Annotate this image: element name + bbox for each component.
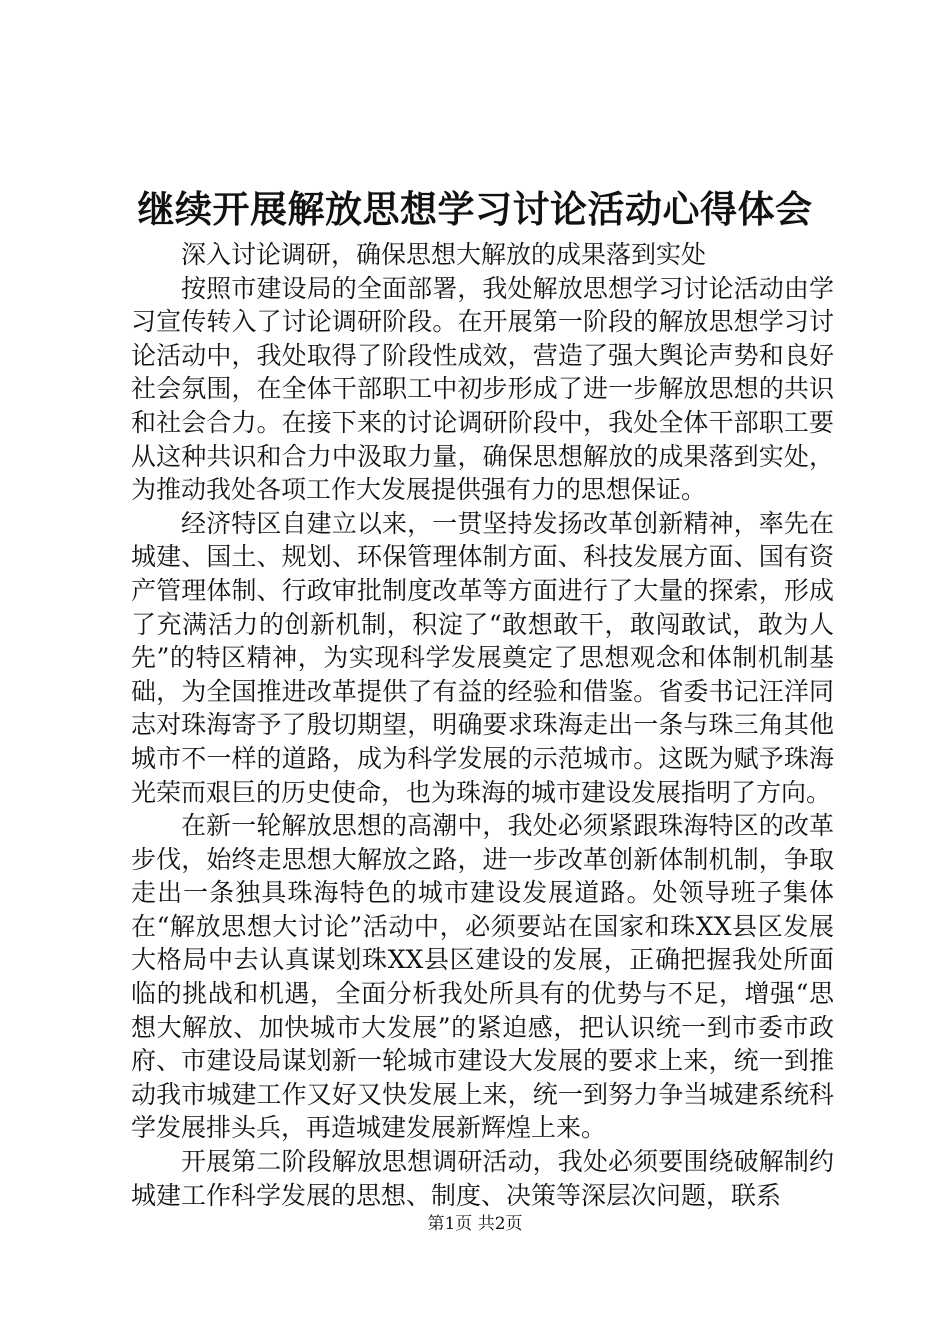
- paragraph: 在新一轮解放思想的高潮中，我处必须紧跟珠海特区的改革步伐，始终走思想大解放之路，进一步改革创新体制机制，争取走出一条独具珠海特色的城市建设发展道路。处领导班子集体在“解放思想大讨论”活动中，必须要站在国家和珠XX县区发展大格局中去认真谋划珠XX县区建设的发展，正确把握我处所面临的挑战和机遇，全面分析我处所具有的优势与不足，增强“思想大解放、加快城市大发展”的紧迫感，把认识统一到市委市政府、市建设局谋划新一轮城市建设大发展的要求上来，统一到推动我市城建工作又好又快发展上来，统一到努力争当城建系统科学发展排头兵，再造城建发展新辉煌上来。: [131, 811, 834, 1143]
- page-number-footer: 第1页 共2页: [427, 1214, 523, 1234]
- paragraph: 按照市建设局的全面部署，我处解放思想学习讨论活动由学习宣传转入了讨论调研阶段。在开展第一阶段的解放思想学习讨论活动中，我处取得了阶段性成效，营造了强大舆论声势和良好社会氛围，在全体干部职工中初步形成了进一步解放思想的共识和社会合力。在接下来的讨论调研阶段中，我处全体干部职工要从这种共识和合力中汲取力量，确保思想解放的成果落到实处，为推动我处各项工作大发展提供强有力的思想保证。: [131, 273, 834, 505]
- document-body: [131, 238, 834, 1212]
- paragraph: 经济特区自建立以来，一贯坚持发扬改革创新精神，率先在城建、国土、规划、环保管理体制方面、科技发展方面、国有资产管理体制、行政审批制度改革等方面进行了大量的探索，形成了充满活力的创新机制，积淀了“敢想敢干，敢闯敢试，敢为人先”的特区精神，为实现科学发展奠定了思想观念和体制机制基础，为全国推进改革提供了有益的经验和借鉴。省委书记汪洋同志对珠海寄予了殷切期望，明确要求珠海走出一条与珠三角其他城市不一样的道路，成为科学发展的示范城市。这既为赋予珠海光荣而艰巨的历史使命，也为珠海的城市建设发展指明了方向。: [131, 508, 834, 807]
- paragraph: 开展第二阶段解放思想调研活动，我处必须要围绕破解制约城建工作科学发展的思想、制度、决策等深层次问题，联系: [131, 1147, 834, 1210]
- document-title: 继续开展解放思想学习讨论活动心得体会: [137, 187, 813, 231]
- document-subtitle: 深入讨论调研，确保思想大解放的成果落到实处: [181, 240, 707, 269]
